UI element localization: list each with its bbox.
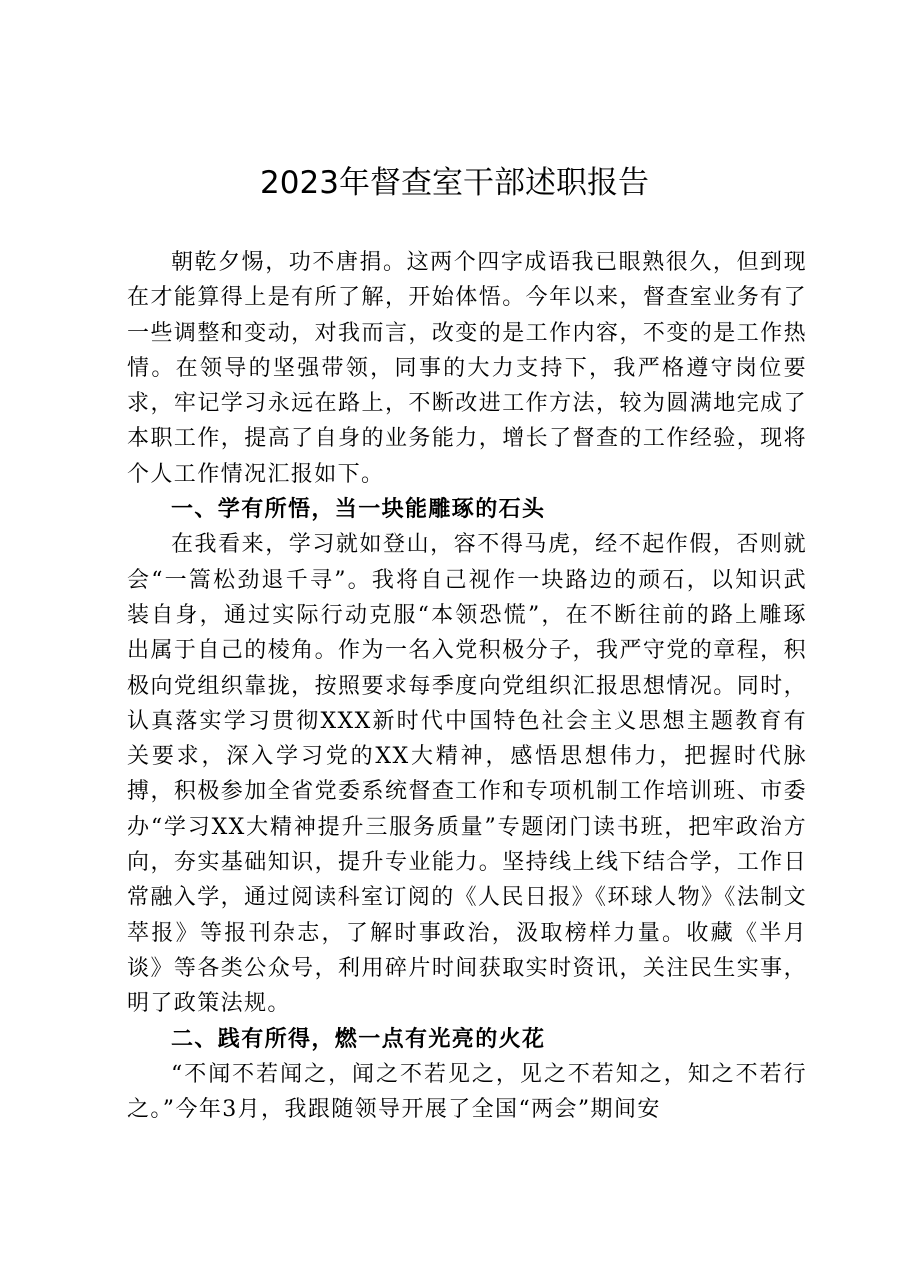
section-heading-2: 二、践有所得，燃一点有光亮的火花: [171, 1026, 546, 1052]
section-1-paragraph: 在我看来，学习就如登山，容不得马虎，经不起作假，否则就会“一篙松劲退千寻”。我将自己视作一块路边的顽石，以知识武装自身，通过实际行动克服“本领恐慌”，在不断往前的路上雕琢出属于自己的棱角。作为一名入党积极分子，我严守党的章程，积极向党组织靠拢，按照要求每季度向党组织汇报思想情况。同时，认真落实学习贯彻XXX新时代中国特色社会主义思想主题教育有关要求，深入学习党的XX大精神，感悟思想伟力，把握时代脉搏，积极参加全省党委系统督查工作和专项机制工作培训班、市委办“学习XX大精神提升三服务质量”专题闭门读书班，把牢政治方向，夯实基础知识，提升专业能力。坚持线上线下结合学，工作日常融入学，通过阅读科室订阅的《人民日报》《环球人物》《法制文萃报》等报刊杂志，了解时事政治，汲取榜样力量。收藏《半月谈》等各类公众号，利用碎片时间获取实时资讯，关注民生实事，明了政策法规。: [127, 532, 808, 1017]
document-title: 2023年督查室干部述职报告: [260, 165, 649, 201]
intro-paragraph: 朝乾夕惕，功不唐捐。这两个四字成语我已眼熟很久，但到现在才能算得上是有所了解，开始体悟。今年以来，督查室业务有了一些调整和变动，对我而言，改变的是工作内容，不变的是工作热情。在领导的坚强带领，同事的大力支持下，我严格遵守岗位要求，牢记学习永远在路上，不断改进工作方法，较为圆满地完成了本职工作，提高了自身的业务能力，增长了督查的工作经验，现将个人工作情况汇报如下。: [127, 250, 807, 487]
section-heading-1: 一、学有所悟，当一块能雕琢的石头: [171, 497, 546, 523]
document-body: [127, 245, 807, 1127]
section-2-paragraph: “不闻不若闻之，闻之不若见之，见之不若知之，知之不若行之。”今年3月，我跟随领导开展了全国“两会”期间安: [127, 1061, 807, 1123]
